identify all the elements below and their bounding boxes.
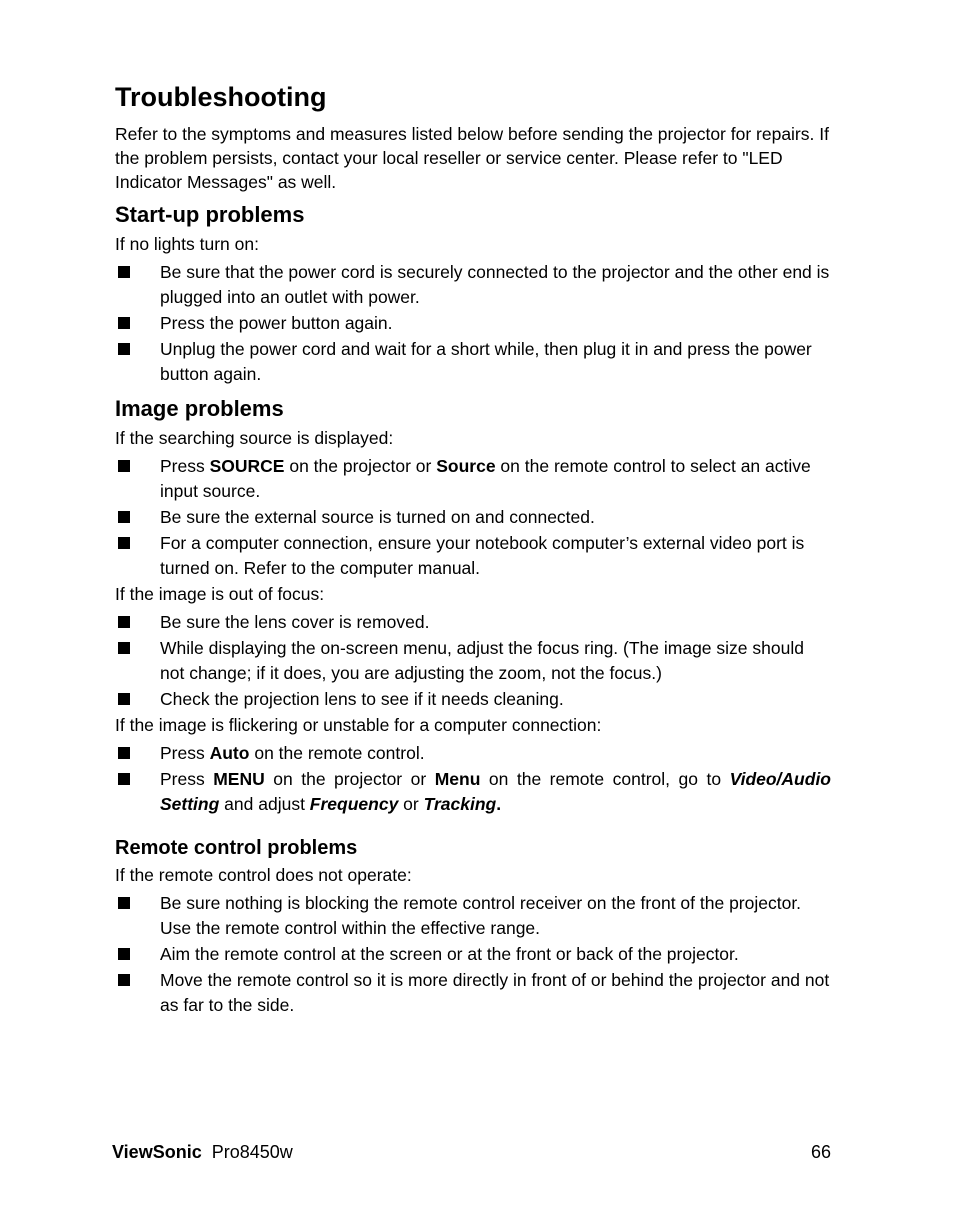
page-footer — [112, 1140, 831, 1164]
remote-lead: If the remote control does not operate: — [115, 865, 412, 885]
list-item: Press the power button again. — [115, 311, 831, 336]
document-page — [115, 80, 831, 1019]
footer-brand: ViewSonic — [112, 1142, 202, 1162]
square-bullet-icon — [118, 616, 130, 628]
list-item: Check the projection lens to see if it needs cleaning. — [115, 687, 831, 712]
square-bullet-icon — [118, 343, 130, 355]
image-lead-focus: If the image is out of focus: — [115, 584, 325, 604]
startup-heading: Start-up problems — [115, 202, 305, 227]
square-bullet-icon — [118, 317, 130, 329]
image-source-list — [115, 454, 831, 581]
list-item: Press SOURCE on the projector or Source on the remote control to select an active input source. — [115, 454, 831, 504]
square-bullet-icon — [118, 974, 130, 986]
list-item: Move the remote control so it is more directly in front of or behind the projector and not as far to the side. — [115, 968, 831, 1018]
page-title: Troubleshooting — [115, 82, 327, 112]
square-bullet-icon — [118, 537, 130, 549]
square-bullet-icon — [118, 693, 130, 705]
list-item: Unplug the power cord and wait for a short while, then plug it in and press the power button again. — [115, 337, 831, 387]
square-bullet-icon — [118, 642, 130, 654]
square-bullet-icon — [118, 948, 130, 960]
list-item: Be sure the lens cover is removed. — [115, 610, 831, 635]
page-number: 66 — [810, 1142, 831, 1162]
remote-list — [115, 891, 831, 1018]
startup-lead: If no lights turn on: — [115, 234, 259, 254]
image-lead-source: If the searching source is displayed: — [115, 428, 394, 448]
image-heading: Image problems — [115, 396, 284, 421]
intro-paragraph: Refer to the symptoms and measures listed below before sending the projector for repairs. If the problem persists, contact your local reseller or service center. Please refer to "LED Indicator Messages" as well. — [115, 124, 829, 192]
image-focus-list — [115, 610, 831, 712]
square-bullet-icon — [118, 266, 130, 278]
square-bullet-icon — [118, 747, 130, 759]
remote-heading: Remote control problems — [115, 837, 358, 859]
square-bullet-icon — [118, 460, 130, 472]
image-lead-flicker: If the image is flickering or unstable for a computer connection: — [115, 715, 602, 735]
list-item: Press MENU on the projector or Menu on the remote control, go to Video/Audio Setting and adjust Frequency or Tracking. — [115, 767, 831, 817]
image-flicker-list — [115, 741, 831, 817]
list-item: Aim the remote control at the screen or at the front or back of the projector. — [115, 942, 831, 967]
footer-model: Pro8450w — [211, 1142, 293, 1162]
square-bullet-icon — [118, 897, 130, 909]
list-item: For a computer connection, ensure your notebook computer’s external video port is turned on. Refer to the computer manual. — [115, 531, 831, 581]
square-bullet-icon — [118, 773, 130, 785]
list-item: Be sure the external source is turned on and connected. — [115, 505, 831, 530]
list-item: While displaying the on-screen menu, adjust the focus ring. (The image size should not change; if it does, you are adjusting the zoom, not the focus.) — [115, 636, 831, 686]
square-bullet-icon — [118, 511, 130, 523]
startup-list — [115, 260, 831, 387]
list-item: Press Auto on the remote control. — [115, 741, 831, 766]
list-item: Be sure nothing is blocking the remote control receiver on the front of the projector. Use the remote control within the effective range. — [115, 891, 831, 941]
list-item: Be sure that the power cord is securely connected to the projector and the other end is plugged into an outlet with power. — [115, 260, 831, 310]
